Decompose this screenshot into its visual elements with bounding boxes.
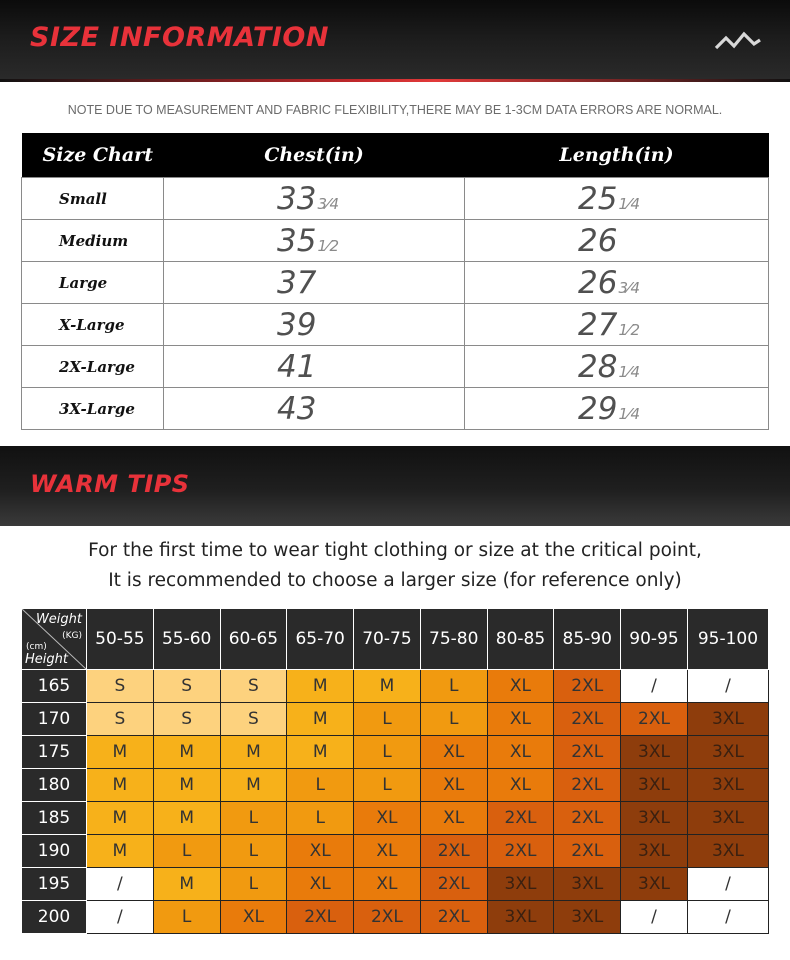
weight-height-size-grid (21, 608, 769, 934)
size-cell: 2XL (554, 769, 621, 802)
size-cell: 3XL (487, 901, 554, 934)
grid-row (22, 670, 769, 703)
grid-row (22, 769, 769, 802)
size-cell: M (87, 736, 154, 769)
length-fraction: 1⁄4 (618, 404, 641, 423)
size-chart-row (22, 220, 769, 262)
weight-column-header: 65-70 (287, 609, 354, 670)
size-cell: L (220, 802, 287, 835)
size-cell: M (354, 670, 421, 703)
chest-whole: 39 (277, 306, 317, 343)
size-chart-table (21, 133, 769, 430)
grid-row (22, 703, 769, 736)
weight-column-header: 90-95 (621, 609, 688, 670)
size-cell: 3XL (621, 769, 688, 802)
size-cell: M (220, 769, 287, 802)
height-row-header: 170 (22, 703, 87, 736)
size-cell: 3XL (621, 802, 688, 835)
length-value (465, 220, 769, 262)
size-cell: L (287, 769, 354, 802)
size-label: Large (22, 262, 164, 304)
size-cell: L (420, 670, 487, 703)
length-fraction: 3⁄4 (618, 278, 641, 297)
weight-column-header: 50-55 (87, 609, 154, 670)
grid-row (22, 802, 769, 835)
height-row-header: 195 (22, 868, 87, 901)
size-cell: M (287, 703, 354, 736)
size-cell: 3XL (687, 769, 768, 802)
height-row-header: 190 (22, 835, 87, 868)
size-cell: XL (487, 736, 554, 769)
size-cell: M (220, 736, 287, 769)
length-whole: 29 (578, 390, 618, 427)
page-title: SIZE INFORMATION (30, 22, 329, 53)
height-unit: (cm) (26, 642, 47, 652)
size-cell: XL (420, 802, 487, 835)
weight-unit: (KG) (62, 631, 82, 641)
height-row-header: 165 (22, 670, 87, 703)
length-value (465, 304, 769, 346)
length-header: Length(in) (465, 133, 769, 178)
size-cell: L (153, 835, 220, 868)
grid-row (22, 901, 769, 934)
size-information-banner (0, 0, 790, 82)
warm-tips-line-2: It is recommended to choose a larger size (for reference only) (108, 570, 682, 591)
size-cell: / (687, 670, 768, 703)
weight-label: Weight (35, 612, 82, 627)
size-cell: M (287, 670, 354, 703)
size-chart-row (22, 346, 769, 388)
size-cell: 2XL (621, 703, 688, 736)
size-cell: 2XL (554, 670, 621, 703)
size-label: X-Large (22, 304, 164, 346)
length-value (465, 388, 769, 430)
size-cell: M (153, 802, 220, 835)
size-cell: M (87, 769, 154, 802)
chest-header: Chest(in) (164, 133, 465, 178)
size-cell: 3XL (621, 868, 688, 901)
weight-column-header: 55-60 (153, 609, 220, 670)
size-cell: / (687, 868, 768, 901)
size-cell: S (220, 670, 287, 703)
height-row-header: 180 (22, 769, 87, 802)
size-cell: M (153, 736, 220, 769)
size-cell: XL (354, 835, 421, 868)
size-cell: 3XL (621, 736, 688, 769)
size-cell: 3XL (687, 802, 768, 835)
length-fraction: 1⁄4 (618, 194, 641, 213)
size-cell: 2XL (287, 901, 354, 934)
size-cell: S (153, 670, 220, 703)
warm-tips-banner (0, 446, 790, 526)
chest-whole: 37 (277, 264, 317, 301)
chest-whole: 43 (277, 390, 317, 427)
size-chart-row (22, 304, 769, 346)
size-cell: 2XL (420, 901, 487, 934)
chest-fraction: 1⁄2 (317, 236, 340, 255)
banner-divider (0, 79, 790, 82)
size-cell: XL (420, 769, 487, 802)
size-cell: 2XL (354, 901, 421, 934)
size-cell: / (621, 901, 688, 934)
size-cell: S (220, 703, 287, 736)
size-cell: S (87, 670, 154, 703)
chest-whole: 33 (277, 180, 317, 217)
weight-column-header: 75-80 (420, 609, 487, 670)
length-whole: 25 (578, 180, 618, 217)
size-cell: M (153, 769, 220, 802)
height-row-header: 200 (22, 901, 87, 934)
size-cell: XL (487, 703, 554, 736)
size-cell: M (287, 736, 354, 769)
grid-row (22, 736, 769, 769)
chest-value (164, 346, 465, 388)
length-fraction: 1⁄2 (618, 320, 641, 339)
size-cell: / (687, 901, 768, 934)
length-value (465, 178, 769, 220)
size-cell: M (87, 835, 154, 868)
size-cell: 3XL (554, 901, 621, 934)
size-cell: 3XL (487, 868, 554, 901)
size-cell: L (153, 901, 220, 934)
size-chart-row (22, 178, 769, 220)
size-cell: XL (487, 670, 554, 703)
weight-column-header: 80-85 (487, 609, 554, 670)
weight-column-header: 60-65 (220, 609, 287, 670)
size-cell: 3XL (621, 835, 688, 868)
size-cell: M (153, 868, 220, 901)
size-cell: 2XL (487, 835, 554, 868)
size-label: Medium (22, 220, 164, 262)
size-cell: S (87, 703, 154, 736)
grid-corner-cell (22, 609, 87, 670)
size-cell: 3XL (687, 736, 768, 769)
size-label: 2X-Large (22, 346, 164, 388)
length-value (465, 346, 769, 388)
chest-value (164, 178, 465, 220)
height-row-header: 175 (22, 736, 87, 769)
length-whole: 28 (578, 348, 618, 385)
mountain-logo-icon (714, 30, 762, 52)
size-cell: 3XL (687, 703, 768, 736)
size-cell: XL (287, 868, 354, 901)
chest-whole: 41 (277, 348, 317, 385)
size-cell: 2XL (487, 802, 554, 835)
size-cell: 2XL (554, 802, 621, 835)
size-cell: XL (354, 868, 421, 901)
warm-tips-title: WARM TIPS (30, 470, 190, 498)
size-label: 3X-Large (22, 388, 164, 430)
chest-fraction: 3⁄4 (317, 194, 340, 213)
weight-column-header: 95-100 (687, 609, 768, 670)
chest-value (164, 304, 465, 346)
length-value (465, 262, 769, 304)
size-chart-row (22, 262, 769, 304)
size-cell: L (420, 703, 487, 736)
size-cell: XL (287, 835, 354, 868)
length-whole: 26 (578, 264, 618, 301)
weight-column-header: 70-75 (354, 609, 421, 670)
size-chart-header: Size Chart (22, 133, 164, 178)
size-cell: 2XL (554, 835, 621, 868)
size-cell: 2XL (420, 868, 487, 901)
measurement-note: NOTE DUE TO MEASUREMENT AND FABRIC FLEXIBILITY,THERE MAY BE 1-3CM DATA ERRORS ARE NORMAL. (67, 103, 723, 117)
size-cell: 2XL (554, 736, 621, 769)
length-whole: 26 (578, 222, 618, 259)
weight-column-header: 85-90 (554, 609, 621, 670)
length-whole: 27 (578, 306, 618, 343)
chest-whole: 35 (277, 222, 317, 259)
height-label: Height (25, 652, 68, 667)
chest-value (164, 262, 465, 304)
warm-tips-line-1: For the first time to wear tight clothing or size at the critical point, (88, 540, 702, 561)
size-cell: 3XL (554, 868, 621, 901)
size-cell: S (153, 703, 220, 736)
size-cell: / (87, 901, 154, 934)
chest-value (164, 388, 465, 430)
size-cell: XL (420, 736, 487, 769)
size-cell: / (87, 868, 154, 901)
size-cell: XL (220, 901, 287, 934)
height-row-header: 185 (22, 802, 87, 835)
size-label: Small (22, 178, 164, 220)
chest-value (164, 220, 465, 262)
size-cell: 3XL (687, 835, 768, 868)
size-cell: L (287, 802, 354, 835)
size-cell: L (354, 769, 421, 802)
grid-row (22, 868, 769, 901)
size-cell: XL (487, 769, 554, 802)
size-cell: 2XL (420, 835, 487, 868)
size-cell: L (220, 835, 287, 868)
size-cell: / (621, 670, 688, 703)
grid-header-row (22, 609, 769, 670)
size-cell: L (354, 703, 421, 736)
size-cell: L (220, 868, 287, 901)
size-cell: 2XL (554, 703, 621, 736)
size-cell: L (354, 736, 421, 769)
size-cell: XL (354, 802, 421, 835)
grid-row (22, 835, 769, 868)
size-chart-header-row (22, 133, 769, 178)
size-chart-row (22, 388, 769, 430)
length-fraction: 1⁄4 (618, 362, 641, 381)
size-cell: M (87, 802, 154, 835)
